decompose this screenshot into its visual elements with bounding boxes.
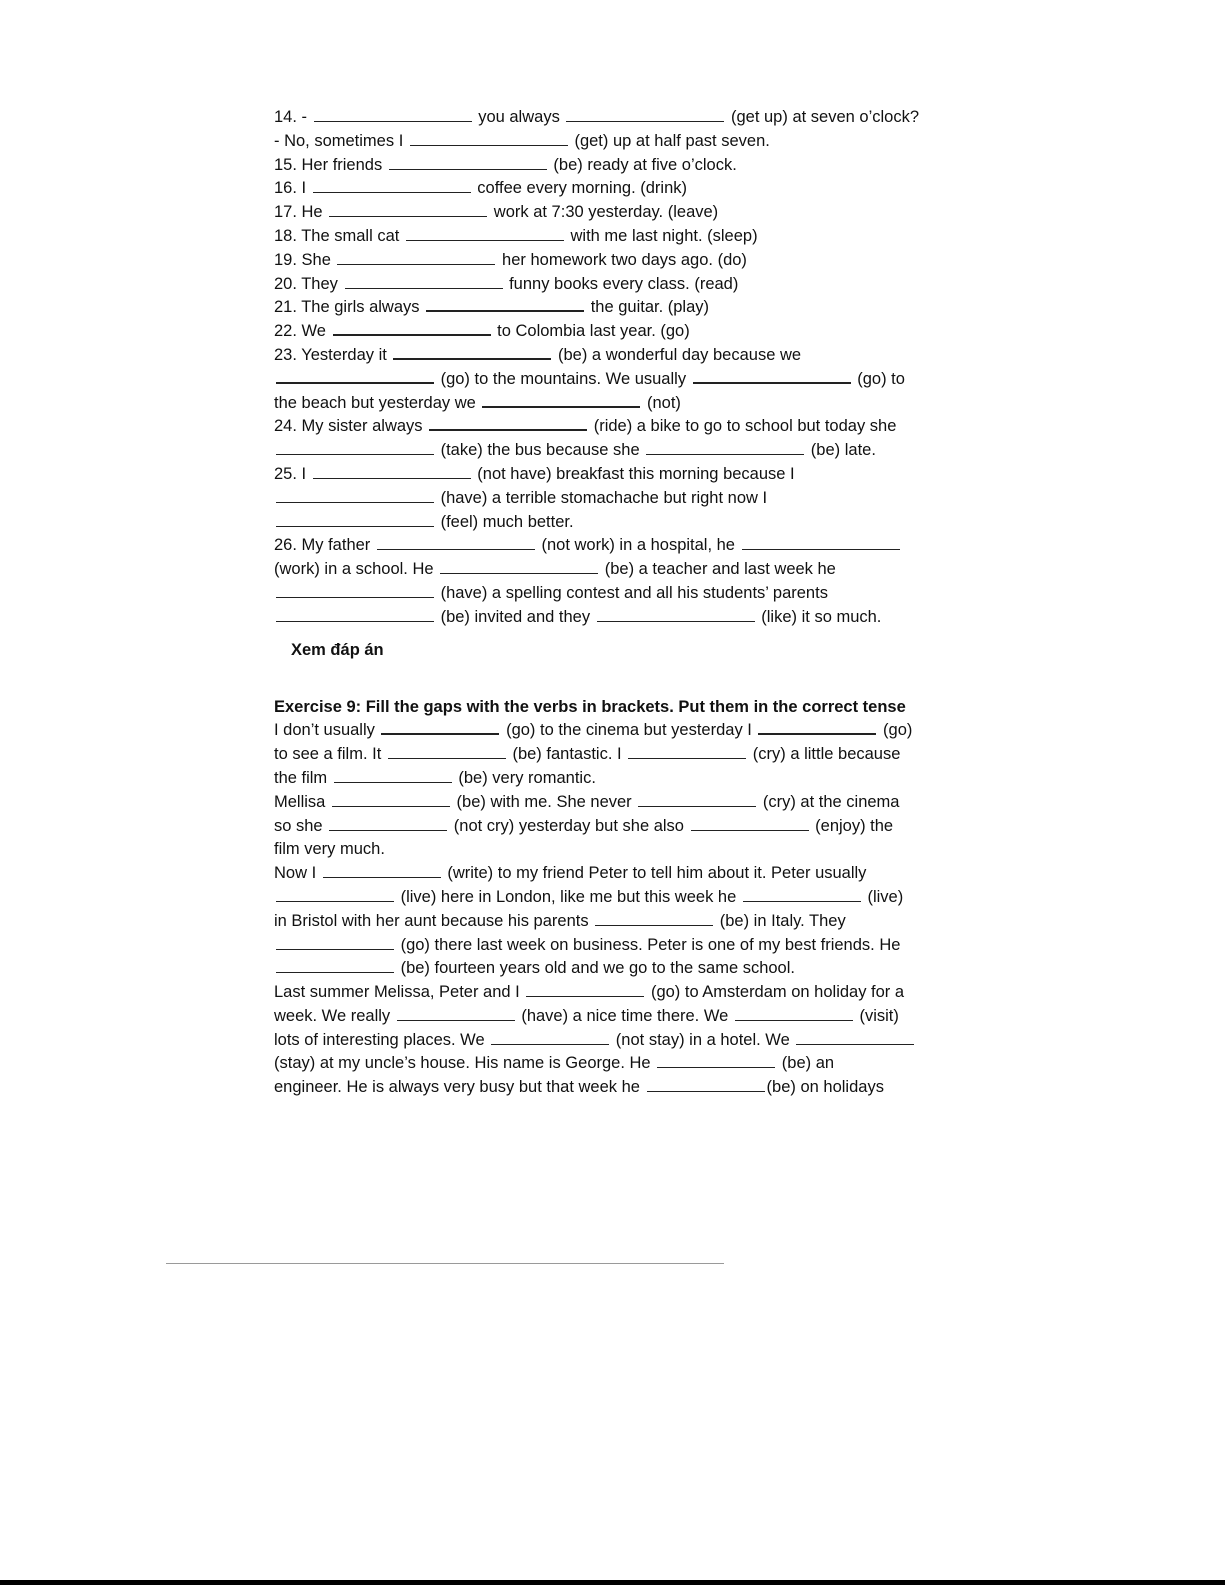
blank-answer-gap[interactable] [333,320,491,336]
blank-answer-gap[interactable] [276,958,394,973]
blank-answer-gap[interactable] [388,744,506,759]
exercise-8-text: (be) invited and they [436,607,595,626]
blank-answer-gap[interactable] [758,719,876,735]
exercise-8-text: 15. Her friends [274,155,387,174]
exercise-9-text: Now I [274,864,321,883]
blank-answer-gap[interactable] [377,535,535,550]
blank-answer-gap[interactable] [693,368,851,384]
exercise-8-text: 16. I [274,179,311,198]
exercise-8-text: her homework two days ago. (do) [497,250,747,269]
exercise-9-title: Exercise 9: Fill the gaps with the verbs in brackets. Put them in the correct tense [274,697,906,716]
exercise-8-text: the guitar. (play) [586,298,710,317]
blank-answer-gap[interactable] [638,792,756,807]
blank-answer-gap[interactable] [313,464,471,479]
exercise-9-text: (enjoy) the [810,816,894,835]
exercise-8-line [274,154,954,178]
exercise-9-text: (cry) at the cinema [758,792,900,811]
exercise-9-line [274,1005,954,1029]
exercise-9-text: (not stay) in a hotel. We [611,1030,795,1049]
exercise-8-text: 26. My father [274,536,375,555]
blank-answer-gap[interactable] [397,1006,515,1021]
exercise-8-line [274,439,954,463]
exercise-8-text: (be) late. [806,441,876,460]
exercise-8-line [274,368,954,392]
exercise-9-text: (have) a nice time there. We [516,1006,733,1025]
exercise-8-text: (feel) much better. [436,512,574,531]
blank-answer-gap[interactable] [276,887,394,902]
blank-answer-gap[interactable] [276,440,434,455]
exercise-9-text: (cry) a little because [748,745,901,764]
blank-answer-gap[interactable] [647,1077,765,1092]
exercise-9-line [274,1076,954,1100]
exercise-9-text: (live) [862,887,904,906]
exercise-9-line [274,743,954,767]
blank-answer-gap[interactable] [526,982,644,997]
exercise-9-line [274,1052,954,1076]
blank-answer-gap[interactable] [389,155,547,170]
blank-answer-gap[interactable] [628,744,746,759]
blank-answer-gap[interactable] [314,107,472,122]
blank-answer-gap[interactable] [334,768,452,783]
blank-answer-gap[interactable] [735,1006,853,1021]
bottom-edge-bar [0,1580,1225,1585]
blank-answer-gap[interactable] [406,226,564,241]
exercise-9-text: in Bristol with her aunt because his parents [274,911,594,930]
exercise-9-text: I don’t usually [274,721,380,740]
blank-answer-gap[interactable] [742,535,900,550]
exercise-8-text: 25. I [274,464,311,483]
exercise-8-text: (have) a spelling contest and all his students’ parents [436,583,828,602]
exercise-9-line [274,1029,954,1053]
exercise-8-text: 24. My sister always [274,417,428,436]
exercise-9-text: week. We really [274,1006,395,1025]
exercise-8-text: 20. They [274,274,343,293]
footer-divider [166,1263,724,1264]
exercise-8-line [274,201,954,225]
exercise-9-text: (stay) at my uncle’s house. His name is George. He [274,1054,656,1073]
blank-answer-gap[interactable] [595,911,713,926]
exercise-8-text: (be) ready at five o’clock. [548,155,737,174]
blank-answer-gap[interactable] [323,863,441,878]
exercise-8-line [274,511,954,535]
exercise-8-text: 14. - [274,108,312,126]
exercise-8-line [274,463,954,487]
exercise-8-text: 21. The girls always [274,298,425,317]
exercise-9-text: (be) an [777,1054,835,1073]
exercise-8-text: (be) a wonderful day because we [553,345,802,364]
blank-answer-gap[interactable] [566,107,724,122]
blank-answer-gap[interactable] [329,816,447,831]
exercise-9-text: (live) here in London, like me but this week he [396,887,741,906]
exercise-8-line [274,558,954,582]
blank-answer-gap[interactable] [276,583,434,598]
blank-answer-gap[interactable] [482,392,640,408]
exercise-8-line [274,249,954,273]
exercise-9-line [274,838,954,862]
exercise-8-questions [274,106,954,630]
exercise-8-text: 18. The small cat [274,226,404,245]
exercise-8-line [274,296,954,320]
exercise-8-text: with me last night. (sleep) [565,226,758,245]
exercise-9-text: to see a film. It [274,745,386,764]
blank-answer-gap[interactable] [691,816,809,831]
blank-answer-gap[interactable] [276,512,434,527]
exercise-8-text: (have) a terrible stomachache but right now I [436,488,768,507]
exercise-9-text: Last summer Melissa, Peter and I [274,983,525,1002]
exercise-8-text: 19. She [274,250,336,269]
exercise-8-line [274,130,954,154]
exercise-9-text: (be) fantastic. I [507,745,627,764]
exercise-9-text: film very much. [274,840,385,859]
exercise-8-text: (ride) a bike to go to school but today she [589,417,897,436]
exercise-8-line [274,273,954,297]
blank-answer-gap[interactable] [426,296,584,312]
exercise-8-text: (take) the bus because she [436,441,645,460]
exercise-8-line [274,606,954,630]
exercise-9-text: Mellisa [274,792,330,811]
exercise-9-text: (be) very romantic. [453,768,596,787]
exercise-8-text: coffee every morning. (drink) [472,179,687,198]
exercise-8-text: (like) it so much. [756,607,882,626]
blank-answer-gap[interactable] [657,1053,775,1068]
blank-answer-gap[interactable] [597,607,755,622]
blank-answer-gap[interactable] [491,1030,609,1045]
exercise-9-text: so she [274,816,328,835]
exercise-8-line [274,344,954,368]
exercise-8-text: funny books every class. (read) [504,274,739,293]
blank-answer-gap[interactable] [440,559,598,574]
blank-answer-gap[interactable] [381,719,499,735]
worksheet-page [274,106,954,1100]
exercise-8-text: 22. We [274,322,331,341]
exercise-9-line [274,862,954,886]
exercise-9-text: lots of interesting places. We [274,1030,490,1049]
exercise-8-line [274,177,954,201]
exercise-8-text: to Colombia last year. (go) [492,322,690,341]
exercise-8-text: - No, sometimes I [274,131,408,150]
exercise-8-line [274,534,954,558]
exercise-8-line [274,392,954,416]
exercise-9-line [274,886,954,910]
blank-answer-gap[interactable] [646,440,804,455]
exercise-9-line [274,910,954,934]
blank-answer-gap[interactable] [332,792,450,807]
exercise-8-text: (not) [642,393,681,412]
blank-answer-gap[interactable] [276,607,434,622]
exercise-9-line [274,981,954,1005]
blank-answer-gap[interactable] [313,178,471,193]
exercise-8-line [274,320,954,344]
exercise-9-text: (be) in Italy. They [715,911,846,930]
exercise-9-text [274,719,954,1100]
view-answers-link[interactable]: Xem đáp án [291,640,384,659]
exercise-8-line [274,106,954,130]
exercise-8-text: work at 7:30 yesterday. (leave) [489,203,719,222]
exercise-8-text: 17. He [274,203,328,222]
exercise-8-text: (get) up at half past seven. [569,131,770,150]
exercise-9-text: (write) to my friend Peter to tell him about it. Peter usually [442,864,867,883]
exercise-9-line [274,815,954,839]
exercise-9-text: (be) with me. She never [451,792,637,811]
exercise-8-text: (not work) in a hospital, he [536,536,740,555]
blank-answer-gap[interactable] [337,250,495,265]
exercise-9-line [274,957,954,981]
exercise-8-text: (not have) breakfast this morning because I [472,464,795,483]
exercise-8-text: (go) to the mountains. We usually [436,369,691,388]
exercise-8-text: you always [473,108,565,126]
blank-answer-gap[interactable] [393,344,551,360]
exercise-8-text: the beach but yesterday we [274,393,481,412]
blank-answer-gap[interactable] [276,935,394,950]
exercise-9-line [274,719,954,743]
exercise-9-text: (be) on holidays [766,1078,884,1097]
blank-answer-gap[interactable] [743,887,861,902]
exercise-9-line [274,767,954,791]
exercise-8-text: (go) to [852,369,905,388]
exercise-8-text: (work) in a school. He [274,560,439,579]
exercise-8-line [274,225,954,249]
exercise-8-text: (be) a teacher and last week he [600,560,836,579]
exercise-9-text: (not cry) yesterday but she also [449,816,689,835]
exercise-9-text: (go) [878,721,913,740]
exercise-9-text: (go) to Amsterdam on holiday for a [646,983,905,1002]
exercise-9-text: engineer. He is always very busy but that week he [274,1078,645,1097]
blank-answer-gap[interactable] [345,274,503,289]
exercise-8-line [274,415,954,439]
blank-answer-gap[interactable] [429,415,587,431]
blank-answer-gap[interactable] [796,1030,914,1045]
exercise-9-text: (visit) [854,1006,899,1025]
exercise-8-text: 23. Yesterday it [274,345,392,364]
blank-answer-gap[interactable] [329,202,487,217]
exercise-9-text: (be) fourteen years old and we go to the same school. [396,959,795,978]
exercise-9-line [274,791,954,815]
exercise-9-text: the film [274,768,332,787]
blank-answer-gap[interactable] [276,488,434,503]
blank-answer-gap[interactable] [276,368,434,384]
exercise-9-text: (go) to the cinema but yesterday I [501,721,757,740]
exercise-8-text: (get up) at seven o’clock? [726,108,920,126]
exercise-8-line [274,582,954,606]
exercise-8-line [274,487,954,511]
exercise-9-line [274,934,954,958]
exercise-9-text: (go) there last week on business. Peter is one of my best friends. He [396,935,901,954]
blank-answer-gap[interactable] [410,131,568,146]
